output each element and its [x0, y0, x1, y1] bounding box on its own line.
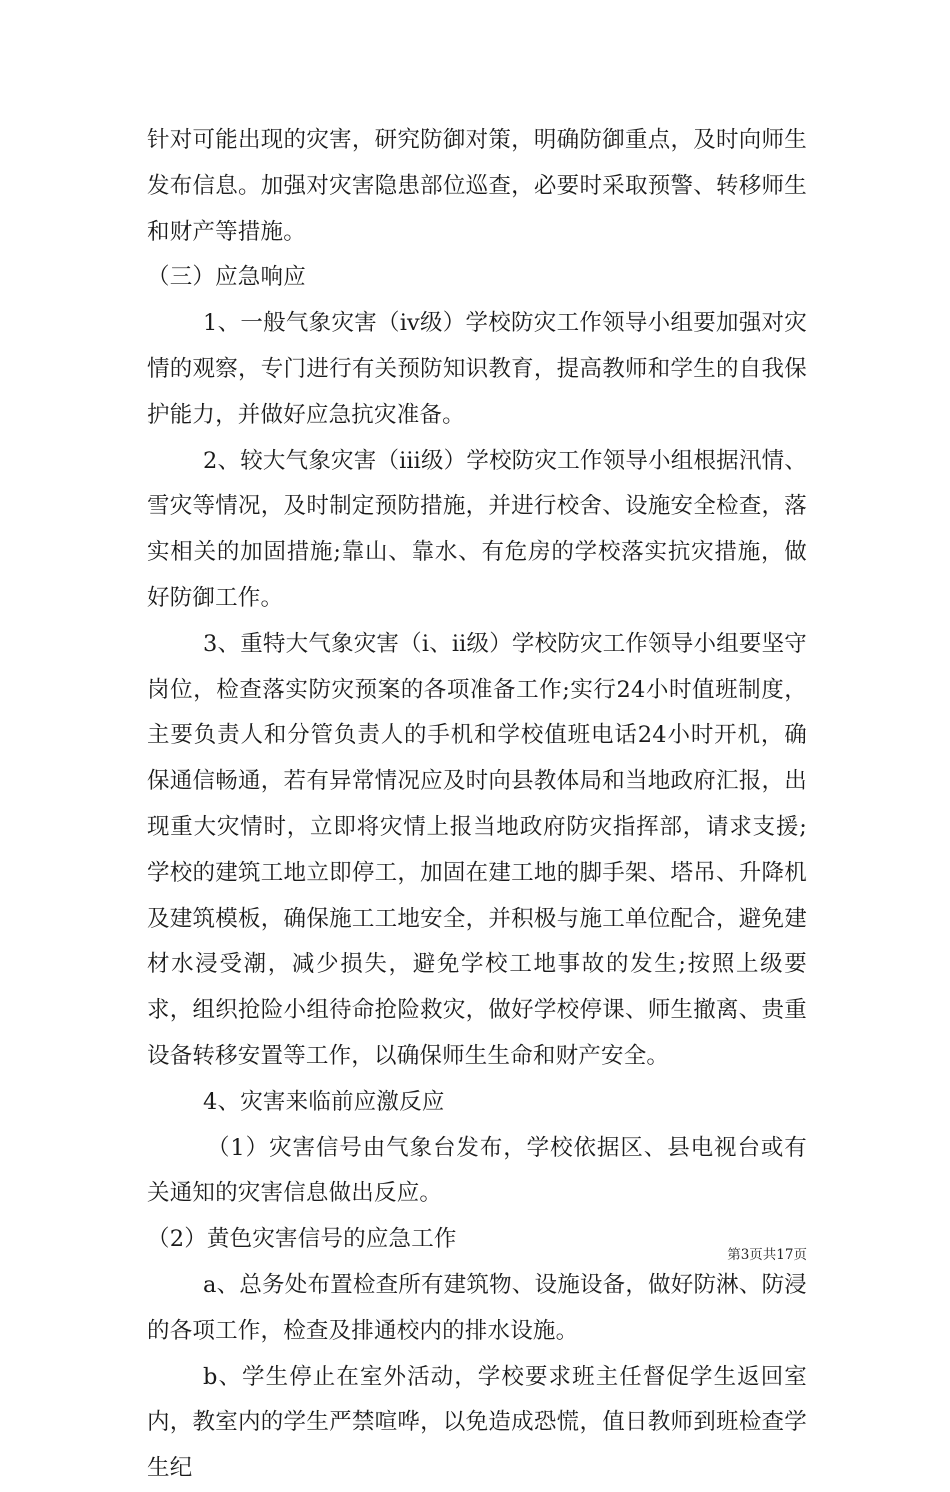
document-body: [147, 118, 807, 1492]
paragraph-intro: 针对可能出现的灾害，研究防御对策，明确防御重点，及时向师生发布信息。加强对灾害隐患部位巡查，必要时采取预警、转移师生和财产等措施。: [147, 127, 807, 245]
page-number: 第3页共17页: [727, 1247, 807, 1263]
paragraph-pre-disaster-response: 4、灾害来临前应激反应: [203, 1088, 445, 1115]
paragraph-item-b: b、学生停止在室外活动，学校要求班主任督促学生返回室内，教室内的学生严禁喧哗，以免造成恐慌，值日教师到班检查学生纪: [147, 1363, 807, 1482]
paragraph-level-iii: 2、较大气象灾害（ⅲ级）学校防灾工作领导小组根据汛情、雪灾等情况，及时制定预防措施，并进行校舍、设施安全检查，落实相关的加固措施;靠山、靠水、有危房的学校落实抗灾措施，做好防御工作。: [147, 447, 807, 611]
paragraph-yellow-signal: （2）黄色灾害信号的应急工作: [147, 1226, 457, 1253]
paragraph-level-iv: 1、一般气象灾害（ⅳ级）学校防灾工作领导小组要加强对灾情的观察，专门进行有关预防知识教育，提高教师和学生的自我保护能力，并做好应急抗灾准备。: [147, 310, 807, 428]
paragraph-signal-source: （1）灾害信号由气象台发布，学校依据区、县电视台或有关通知的灾害信息做出反应。: [147, 1134, 807, 1207]
paragraph-item-a: a、总务处布置检查所有建筑物、设施设备，做好防淋、防浸的各项工作，检查及排通校内的排水设施。: [147, 1271, 807, 1344]
paragraph-level-i-ii: 3、重特大气象灾害（ⅰ、ⅱ级）学校防灾工作领导小组要坚守岗位，检查落实防灾预案的各项准备工作;实行24小时值班制度，主要负责人和分管负责人的手机和学校值班电话24小时开机，确保通信畅通，若有异常情况应及时向县教体局和当地政府汇报，出现重大灾情时，立即将灾情上报当地政府防灾指挥部，请求支援;学校的建筑工地立即停工，加固在建工地的脚手架、塔吊、升降机及建筑模板，确保施工工地安全，并积极与施工单位配合，避免建材水浸受潮，减少损失，避免学校工地事故的发生;按照上级要求，组织抢险小组待命抢险救灾，做好学校停课、师生撤离、贵重设备转移安置等工作，以确保师生生命和财产安全。: [147, 630, 808, 1069]
section-heading-emergency-response: （三）应急响应: [147, 264, 306, 291]
